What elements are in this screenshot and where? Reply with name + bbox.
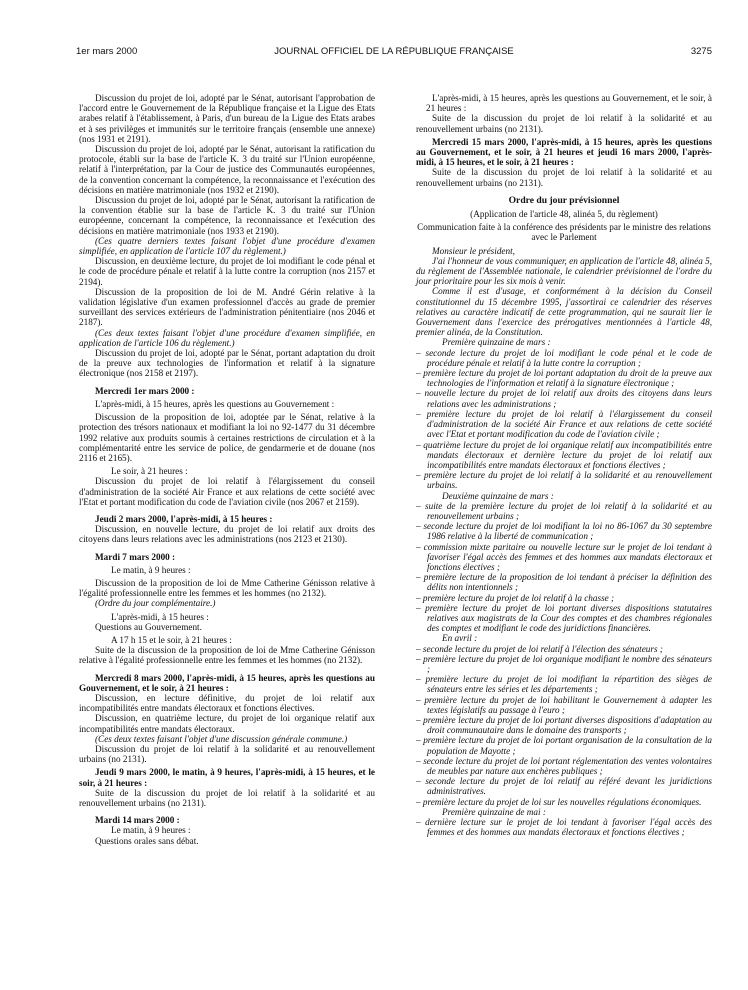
list-item: – première lecture du projet de loi sur les nouvelles régulations économiques.	[416, 796, 702, 807]
session-time: Le matin, à 9 heures :	[111, 825, 191, 836]
paragraph: Discussion de la proposition de loi de Mme Catherine Génisson relative à l'égalité professionnelle entre les femmes et les hommes (no 2132).	[79, 577, 375, 599]
paragraph: Discussion de la proposition de loi, adoptée par le Sénat, relative à la protection des trésors nationaux et modifiant la loi no 92-1477 du 31 décembre 1992 relative aux produits soumis à certaines restrictions de circulation et à la complémentarité entre les service de police, de gendarmerie et de douane (nos 2116 et 2165).	[79, 412, 375, 463]
section-heading: En avril :	[442, 633, 478, 644]
date-heading: Jeudi 2 mars 2000, l'après-midi, à 15 heures :	[95, 513, 273, 524]
list-item: – première lecture du projet de loi modifiant la répartition des sièges de sénateurs entre les séries et les départements ;	[416, 674, 712, 695]
header-date: 1er mars 2000	[76, 46, 138, 57]
paragraph: Discussion, en nouvelle lecture, du projet de loi relatif aux droits des citoyens dans leurs relations avec les administrations (nos 2123 et 2130).	[79, 524, 375, 545]
section-heading: Deuxième quinzaine de mars :	[442, 490, 554, 501]
header-journal-title: JOURNAL OFFICIEL DE LA RÉPUBLIQUE FRANÇAISE	[274, 46, 514, 57]
list-item: – première lecture du projet de loi portant adaptation du droit de la preuve aux technologies de l'information et relatif à la signature électronique ;	[416, 368, 713, 389]
list-item: – dernière lecture sur le projet de loi tendant à favoriser l'égal accès des femmes et des hommes aux mandats électoraux et fonctions électives ;	[416, 817, 712, 838]
session-time: A 17 h 15 et le soir, à 21 heures :	[111, 634, 232, 645]
list-item: – première lecture du projet de loi portant organisation de la consultation de la population de Mayotte ;	[416, 735, 712, 756]
list-item: – première lecture du projet de loi portant diverses dispositions statutaires relatives aux magistrats de la Cour des comptes et des chambres régionales des comptes et modifiant le code des juridictions financières.	[416, 602, 712, 634]
paragraph: Discussion du projet de loi, adopté par le Sénat, portant adaptation du droit de la preuve aux technologies de l'information et relatif à la signature électronique (nos 2158 et 2197).	[79, 348, 375, 379]
date-heading: Mardi 7 mars 2000 :	[95, 551, 176, 562]
date-heading: Mercredi 8 mars 2000, l'après-midi, à 15 heures, après les questions au Gouvernement, et le soir, à 21 heures :	[79, 672, 375, 693]
paragraph: Discussion du projet de loi relatif à la solidarité et au renouvellement urbains (no 2131).	[79, 743, 375, 765]
section-heading: Première quinzaine de mars :	[442, 337, 551, 348]
ordre-application: (Application de l'article 48, alinéa 5, du règlement)	[470, 209, 658, 220]
list-item: – suite de la première lecture du projet de loi relatif à la solidarité et au renouvellement urbains ;	[416, 500, 712, 521]
paragraph: Suite de la discussion de la proposition de loi de Mme Catherine Génisson relative à l'égalité professionnelle entre les femmes et les hommes (no 2132).	[79, 645, 375, 666]
section-first-half-may	[416, 807, 712, 838]
letter-paragraph: J'ai l'honneur de vous communiquer, en application de l'article 48, alinéa 5, du règlement de l'Assemblée nationale, le calendrier prévisionnel de l'ordre du jour prioritaire pour les six mois à venir.	[416, 255, 712, 287]
session-time: Le matin, à 9 heures :	[111, 564, 191, 575]
session-time: L'après-midi, à 15 heures, après les questions au Gouvernement, et le soir, à 21 heures :	[426, 93, 712, 114]
paragraph: Suite de la discussion du projet de loi relatif à la solidarité et au renouvellement urbains (no 2131).	[416, 167, 712, 188]
list-item: – nouvelle lecture du projet de loi relatif aux droits des citoyens dans leurs relations avec les administrations ;	[416, 388, 712, 409]
paragraph: Discussion du projet de loi, adopté par le Sénat, autorisant l'approbation de l'accord entre le Gouvernement de la République française et la Ligue des Etats arabes relatif à l'établissement, à Paris, d'un bureau de la Ligue des Etats arabes et à ses privilèges et immunités sur le territoire français (ensemble une annexe) (nos 1931 et 2191).	[79, 93, 375, 144]
ordre-du-jour-title: Ordre du jour prévisionnel	[508, 194, 620, 206]
date-heading: Mercredi 15 mars 2000, l'après-midi, à 15 heures, après les questions au Gouvernement, et le soir, à 21 heures et jeudi 16 mars 2000, l'après-midi, à 15 heures, et le soir, à 21 heures :	[416, 136, 712, 168]
page-header	[76, 46, 712, 62]
session-time: Le soir, à 21 heures :	[111, 466, 188, 477]
list-item: – seconde lecture du projet de loi relatif à l'élection des sénateurs ;	[416, 643, 663, 654]
list-item: – première lecture du projet de loi portant diverses dispositions d'adaptation au droit communautaire dans le domaine des transports ;	[416, 714, 712, 736]
paragraph: Discussion du projet de loi, adopté par le Sénat, autorisant la ratification de la convention établie sur la base de l'article K. 3 du traité sur l'Union européenne, concernant la compétence, la reconnaissance et l'exécution des décisions en matière matrimoniale (nos 1933 et 2190).	[79, 195, 375, 236]
header-page-number: 3275	[690, 46, 712, 57]
section-first-half-march	[416, 337, 712, 490]
section-april	[416, 633, 712, 806]
date-heading: Mardi 14 mars 2000 :	[95, 815, 180, 826]
list-item: – première lecture de la proposition de loi tendant à préciser la définition des délits non intentionnels ;	[416, 572, 713, 593]
list-item: – seconde lecture du projet de loi relatif au référé devant les juridictions administratives.	[416, 776, 712, 797]
paragraph: Questions au Gouvernement.	[95, 621, 202, 632]
salutation: Monsieur le président,	[432, 245, 515, 256]
date-heading: Mercredi 1er mars 2000 :	[95, 385, 195, 396]
session-time: L'après-midi, à 15 heures, après les questions au Gouvernement :	[95, 398, 335, 409]
list-item: – seconde lecture du projet de loi modifiant le code pénal et le code de procédure pénale et relatif à la lutte contre la corruption ;	[416, 347, 712, 368]
section-heading: Première quinzaine de mai :	[442, 806, 546, 817]
list-item: – première lecture du projet de loi relatif à la chasse ;	[416, 592, 615, 603]
list-item: – première lecture du projet de loi habilitant le Gouvernement à adapter les textes législatifs au passage à l'euro ;	[416, 694, 713, 715]
list-item: – quatrième lecture du projet de loi organique relatif aux incompatibilités entre mandats électoraux et dernière lecture du projet de loi relatif aux incompatibilités entre mandats électoraux et fonctions électives ;	[416, 439, 712, 470]
list-item: – seconde lecture du projet de loi portant réglementation des ventes volontaires de meubles par nature aux enchères publiques ;	[416, 755, 712, 776]
left-column	[79, 93, 375, 846]
paragraph: Discussion, en deuxième lecture, du projet de loi modifiant le code pénal et le code de procédure pénale et relatif à la lutte contre la corruption (nos 2157 et 2194).	[79, 256, 375, 287]
paragraph: Discussion, en quatrième lecture, du projet de loi organique relatif aux incompatibilités entre mandats électoraux.	[79, 713, 375, 734]
list-item: – première lecture du projet de loi organique modifiant le nombre des sénateurs ;	[416, 653, 713, 674]
paragraph-note: (Ces quatre derniers textes faisant l'objet d'une procédure d'examen simplifiée, en application de l'article 107 du règlement.)	[79, 235, 375, 257]
paragraph-note: (Ces deux textes faisant l'objet d'une discussion générale commune.)	[95, 733, 348, 744]
section-second-half-march	[416, 491, 712, 634]
paragraph: Suite de la discussion du projet de loi relatif à la solidarité et au renouvellement urbains (no 2131).	[79, 787, 375, 808]
list-item: – première lecture du projet de loi relatif à la solidarité et au renouvellement urbains.	[416, 470, 713, 491]
list-item: – seconde lecture du projet de loi modifiant la loi no 86-1067 du 30 septembre 1986 relative à la liberté de communication ;	[416, 521, 712, 542]
paragraph: Discussion, en lecture définitive, du projet de loi relatif aux incompatibilités entre mandats électoraux et fonctions électives.	[79, 692, 375, 714]
ordre-communication: Communication faite à la conférence des présidents par le ministre des relations avec le Parlement	[417, 222, 711, 243]
list-item: – commission mixte paritaire ou nouvelle lecture sur le projet de loi tendant à favoriser l'égal accès des femmes et des hommes aux mandats électoraux et fonctions électives ;	[416, 541, 712, 572]
letter-paragraph: Comme il est d'usage, et conformément à la décision du Conseil constitutionnel du 15 décembre 1995, j'assortirai ce calendrier des réserves relatives au caractère indicatif de cette programmation, qui ne saurait lier le Gouvernement dans l'exercice des prérogatives mentionnées à l'article 48, premier alinéa, de la Constitution.	[416, 286, 712, 338]
session-time: L'après-midi, à 15 heures :	[111, 611, 209, 622]
list-item: – première lecture du projet de loi relatif à l'élargissement du conseil d'administration de la société Air France et aux relations de cette société avec l'Etat et portant modification du code de l'aviation civile ;	[416, 408, 712, 440]
paragraph: Suite de la discussion du projet de loi relatif à la solidarité et au renouvellement urbains (no 2131).	[416, 113, 712, 134]
paragraph-note: (Ces deux textes faisant l'objet d'une procédure d'examen simplifiée, en application de l'article 106 du règlement.)	[79, 327, 375, 348]
right-column	[416, 93, 712, 837]
paragraph: Questions orales sans débat.	[95, 835, 199, 846]
paragraph: Discussion de la proposition de loi de M. André Gérin relative à la validation législative d'un examen professionnel d'accès au grade de premier surveillant des services extérieurs de l'administration pénitentiaire (nos 2046 et 2187).	[79, 286, 375, 328]
date-heading: Jeudi 9 mars 2000, le matin, à 9 heures, l'après-midi, à 15 heures, et le soir, à 21 heures :	[79, 767, 375, 788]
paragraph: Discussion du projet de loi relatif à l'élargissement du conseil d'administration de la société Air France et aux relations de cette société avec l'Etat et portant modification du code de l'aviation civile (nos 2067 et 2159).	[79, 476, 375, 507]
paragraph-note: (Ordre du jour complémentaire.)	[95, 598, 216, 609]
paragraph: Discussion du projet de loi, adopté par le Sénat, autorisant la ratification du protocole, établi sur la base de l'article K. 3 du traité sur l'Union européenne, relatif à l'interprétation, par la Cour de justice des Communautés européennes, de la convention concernant la compétence, la reconnaissance et l'exécution des décisions en matière matrimoniale (nos 1932 et 2190).	[79, 144, 375, 195]
